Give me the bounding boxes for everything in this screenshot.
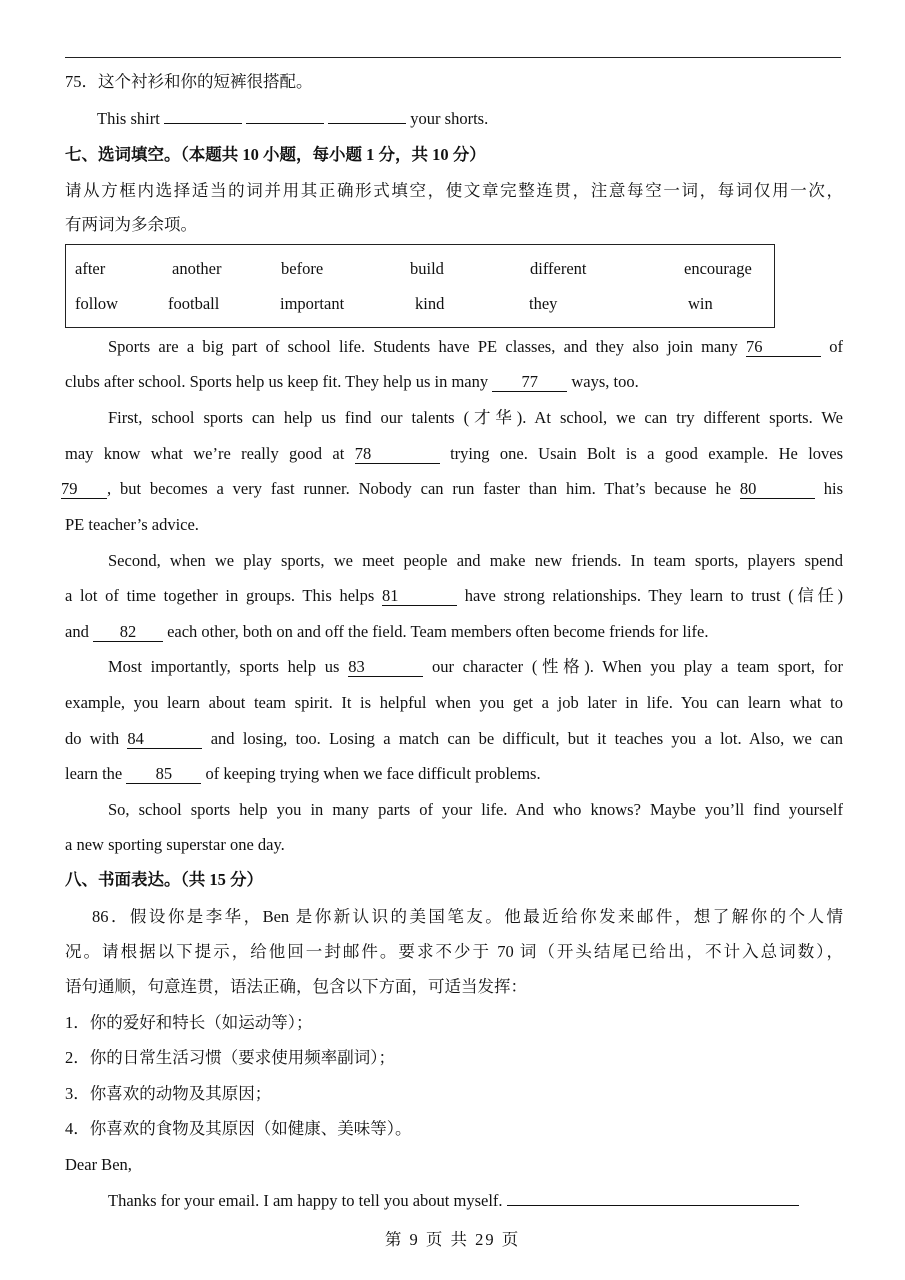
- word-box: [65, 244, 775, 328]
- passage-text: and: [65, 622, 89, 641]
- blank-82[interactable]: 82: [93, 623, 163, 642]
- q75-blank-1[interactable]: [164, 123, 242, 124]
- section8-title: 八、书面表达。（共 15 分）: [65, 870, 263, 889]
- letter-opening: Thanks for your email. I am happy to tell you about myself.: [108, 1191, 503, 1210]
- blank-80[interactable]: 80: [740, 480, 815, 499]
- passage-text: our character (性格). When you play a team sport, for: [431, 657, 844, 676]
- blank-77[interactable]: 77: [492, 373, 567, 392]
- letter-salutation: Dear Ben,: [65, 1155, 132, 1174]
- header-rule: [65, 57, 841, 58]
- word-box-item: football: [168, 294, 220, 313]
- q75-blank-2[interactable]: [246, 123, 324, 124]
- passage-text: of keeping trying when we face difficult problems.: [205, 764, 541, 783]
- letter-opening-line: [108, 1190, 843, 1212]
- passage-line: Second, when we play sports, we meet people and make new friends. In team sports, players spend: [108, 551, 843, 570]
- word-box-item: they: [529, 294, 558, 313]
- blank-76[interactable]: 76: [746, 338, 821, 357]
- passage-text: learn the: [65, 764, 123, 783]
- letter-writing-blank[interactable]: [507, 1205, 799, 1206]
- q75-prompt: 75．这个衬衫和你的短裤很搭配。: [65, 72, 313, 91]
- passage-line: [65, 621, 843, 643]
- word-box-item: follow: [75, 294, 119, 313]
- section7-instruction-1: 请从方框内选择适当的词并用其正确形式填空，使文章完整连贯，注意每空一词，每词仅用一次，: [65, 181, 843, 200]
- passage-line: [65, 728, 843, 750]
- q86-point-1: 1．你的爱好和特长（如运动等）；: [65, 1013, 313, 1032]
- passage-line: [108, 656, 843, 678]
- passage-text: Most importantly, sports help us: [108, 657, 340, 676]
- blank-83[interactable]: 83: [348, 658, 423, 677]
- passage-text: Sports are a big part of school life. Students have PE classes, and they also join many: [108, 337, 738, 356]
- passage-text: a lot of time together in groups. This helps: [65, 586, 375, 605]
- passage-line: [61, 478, 844, 500]
- blank-84[interactable]: 84: [127, 730, 202, 749]
- q75-prefix: This shirt: [97, 109, 160, 128]
- q86-point-2: 2．你的日常生活习惯（要求使用频率副词）；: [65, 1048, 395, 1067]
- q86-prompt-2: 况。请根据以下提示，给他回一封邮件。要求不少于 70 词（开头结尾已给出，不计入总词数），: [65, 942, 843, 961]
- word-box-item: important: [280, 294, 345, 313]
- passage-text: his: [823, 479, 844, 498]
- q75-sentence: [97, 108, 875, 130]
- passage-line: [65, 763, 843, 785]
- passage-line: [65, 371, 843, 393]
- word-box-item: after: [75, 259, 106, 278]
- passage-text: each other, both on and off the field. Team members often become friends for life.: [167, 622, 709, 641]
- q75-blank-3[interactable]: [328, 123, 406, 124]
- word-box-item: build: [410, 259, 444, 278]
- word-box-item: encourage: [684, 259, 752, 278]
- passage-text: ways, too.: [571, 372, 639, 391]
- passage-text: do with: [65, 729, 120, 748]
- passage-line: [108, 336, 843, 358]
- passage-line: So, school sports help you in many parts of your life. And who knows? Maybe you’ll find yourself: [108, 800, 843, 819]
- passage-text: , but becomes a very fast runner. Nobody can run faster than him. That’s because he: [107, 479, 732, 498]
- q86-point-4: 4．你喜欢的食物及其原因（如健康、美味等）。: [65, 1119, 412, 1138]
- word-box-item: another: [172, 259, 222, 278]
- passage-line: [65, 585, 843, 607]
- passage-text: of: [829, 337, 844, 356]
- blank-85[interactable]: 85: [126, 765, 201, 784]
- word-box-item: before: [281, 259, 324, 278]
- word-box-item: different: [530, 259, 587, 278]
- passage-text: trying one. Usain Bolt is a good example. He loves: [450, 444, 844, 463]
- q75-suffix: your shorts.: [410, 109, 489, 128]
- passage-text: may know what we’re really good at: [65, 444, 345, 463]
- q86-prompt-3: 语句通顺，句意连贯，语法正确，包含以下方面，可适当发挥：: [65, 977, 527, 996]
- passage-text: have strong relationships. They learn to trust (信任): [464, 586, 844, 605]
- passage-line: PE teacher’s advice.: [65, 515, 199, 534]
- blank-78[interactable]: 78: [355, 445, 440, 464]
- passage-text: and losing, too. Losing a match can be difficult, but it teaches you a lot. Also, we can: [210, 729, 844, 748]
- blank-79[interactable]: 79: [61, 480, 107, 499]
- word-box-item: win: [688, 294, 713, 313]
- q86-prompt-1: 86．假设你是李华，Ben 是你新认识的美国笔友。他最近给你发来邮件，想了解你的个人情: [92, 907, 843, 926]
- q86-point-3: 3．你喜欢的动物及其原因；: [65, 1084, 272, 1103]
- blank-81[interactable]: 81: [382, 587, 457, 606]
- passage-line: First, school sports can help us find our talents (才华). At school, we can try different sports. We: [108, 408, 843, 427]
- word-box-item: kind: [415, 294, 445, 313]
- page-footer: 第 9 页 共 29 页: [384, 1230, 521, 1249]
- passage-line: example, you learn about team spirit. It is helpful when you get a job later in life. You can learn what to: [65, 693, 843, 712]
- passage-text: clubs after school. Sports help us keep fit. They help us in many: [65, 372, 489, 391]
- passage-line: [65, 443, 843, 465]
- passage-line: a new sporting superstar one day.: [65, 835, 285, 854]
- section7-instruction-2: 有两词为多余项。: [65, 215, 197, 234]
- section7-title: 七、选词填空。（本题共 10 小题，每小题 1 分，共 10 分）: [65, 145, 486, 164]
